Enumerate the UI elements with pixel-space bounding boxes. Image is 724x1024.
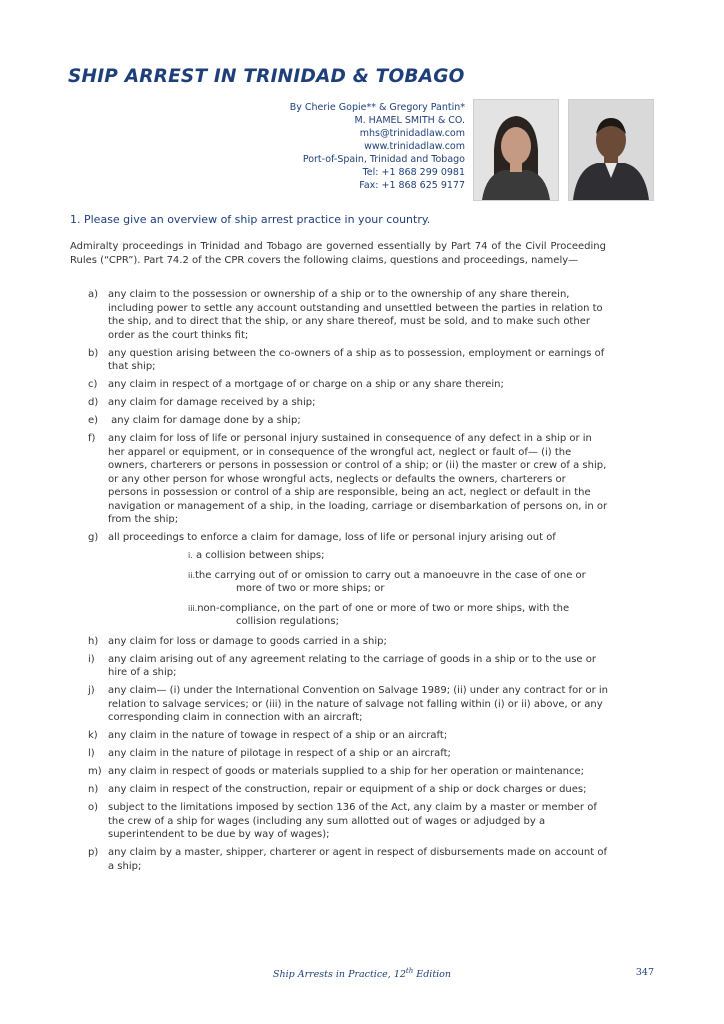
item-text: any claim in the nature of pilotage in respect of a ship or an aircraft; [108,748,451,759]
item-label: m) [88,766,102,777]
item-label: l) [88,748,95,759]
author-photo-male [568,99,654,201]
item-text: any claim in respect of goods or materials supplied to a ship for her operation or maintenance; [108,766,585,777]
item-label: n) [88,784,99,795]
list-item [88,414,608,428]
item-label: o) [88,802,99,813]
list-item [88,801,608,842]
list-item [88,288,608,342]
edition-superscript: th [405,967,414,975]
sub-item-text: the carrying out of or omission to carry out a manoeuvre in the case of one or more of two or more ships; or [195,569,586,594]
item-text: any claim for loss of life or personal injury sustained in consequence of any defect in a ship or in her apparel or equipment, or in consequence of the wrongful act, neglect or fault of— (i) the owners, charterers or persons in possession or control of a ship; or (ii) the master or crew of a ship, or any other person for whose wrongful acts, neglects or defaults the owners, charterers or persons in possession or control of a ship are responsible, being an act, neglect or default in the navigation or management of a ship, in the loading, carriage or disembarkation of persons on, in or from the ship; [108,433,608,525]
sub-item-label: iii. [188,603,198,613]
author-photo-female [473,99,559,201]
list-item [88,653,608,680]
question-heading: 1. Please give an overview of ship arrest practice in your country. [70,213,431,226]
item-label: i) [88,653,95,665]
item-text: any claim by a master, shipper, charterer or agent in respect of disbursements made on account of a ship; [108,847,607,872]
fax: Fax: +1 868 625 9177 [359,180,465,191]
item-text: any claim for loss or damage to goods carried in a ship; [108,635,387,647]
sub-item-text: a collision between ships; [192,550,325,561]
list-item [88,396,608,410]
sub-list-item [88,602,608,629]
list-item [88,432,608,527]
item-text: any question arising between the co-owners of a ship as to possession, employment or earnings of that ship; [108,347,605,372]
list-item [88,531,608,545]
item-label: f) [88,433,96,444]
sub-item-text: non-compliance, on the part of one or more of two or more ships, with the collision regulations; [197,602,570,627]
item-text: any claim in respect of the construction, repair or equipment of a ship or dock charges or dues; [108,784,587,795]
claims-list [88,288,608,878]
list-item [88,747,608,761]
item-label: c) [88,379,98,390]
list-item [88,729,608,743]
item-text: any claim— (i) under the International Convention on Salvage 1989; (ii) under any contract for or in relation to salvage services; or (iii) in the nature of salvage not falling within (i) or ii) above, or any corresponding claim in connection with an aircraft; [108,685,609,723]
sub-list-item [88,569,608,596]
intro-paragraph: Admiralty proceedings in Trinidad and Tobago are governed essentially by Part 74 of the Civil Proceeding Rules (“CPR”). Part 74.2 of the CPR covers the following claims, questions and proceedings, namely— [70,241,606,266]
email-address: mhs@trinidadlaw.com [359,128,465,139]
item-label: p) [88,847,99,858]
item-label: k) [88,730,98,741]
item-label: g) [88,532,99,543]
sub-item-label: i. [188,551,193,560]
item-text: any claim to the possession or ownership of a ship or to the ownership of any share therein, including power to settle any account outstanding and unsettled between the parties in relation to the ship, and to direct that the ship, or any share thereof, must be sold, and to make such other order as the court thinks fit; [108,289,603,341]
item-label: h) [88,635,99,647]
page-number: 347 [635,967,654,978]
list-item [88,635,608,649]
item-text: any claim arising out of any agreement relating to the carriage of goods in a ship or to the use or hire of a ship; [108,653,596,678]
item-text: all proceedings to enforce a claim for damage, loss of life or personal injury arising out of [108,532,556,543]
list-item [88,347,608,374]
item-text: any claim in respect of a mortgage of or charge on a ship or any share therein; [108,379,504,390]
list-item [88,684,608,725]
item-text: any claim for damage done by a ship; [108,415,301,426]
item-label: a) [88,289,99,300]
list-item [88,846,608,873]
item-label: b) [88,347,99,359]
list-item [88,783,608,797]
sub-item-label: ii. [188,570,195,580]
firm-name: M. HAMEL SMITH & CO. [354,115,465,126]
author-block [290,101,465,192]
website: www.trinidadlaw.com [364,141,465,152]
item-text: any claim for damage received by a ship; [108,397,316,408]
edition-suffix: Edition [413,969,452,981]
item-label: j) [88,685,95,696]
sub-list-item [88,549,608,563]
list-item [88,378,608,392]
item-label: d) [88,397,99,408]
item-text: any claim in the nature of towage in respect of a ship or an aircraft; [108,730,448,741]
address: Port-of-Spain, Trinidad and Tobago [302,154,465,165]
item-label: e) [88,415,99,426]
list-item [88,765,608,779]
publication-title: Ship Arrests in Practice, 12 [272,969,406,981]
item-text: subject to the limitations imposed by section 136 of the Act, any claim by a master or member of the crew of a ship for wages (including any sum allotted out of wages or adjudged by a superintendent to be due by way of wages); [108,802,597,840]
footer-publication [0,967,724,980]
telephone: Tel: +1 868 299 0981 [362,167,465,178]
page-title: SHIP ARREST IN TRINIDAD & TOBAGO [68,66,465,87]
author-byline: By Cherie Gopie** & Gregory Pantin* [289,102,465,113]
